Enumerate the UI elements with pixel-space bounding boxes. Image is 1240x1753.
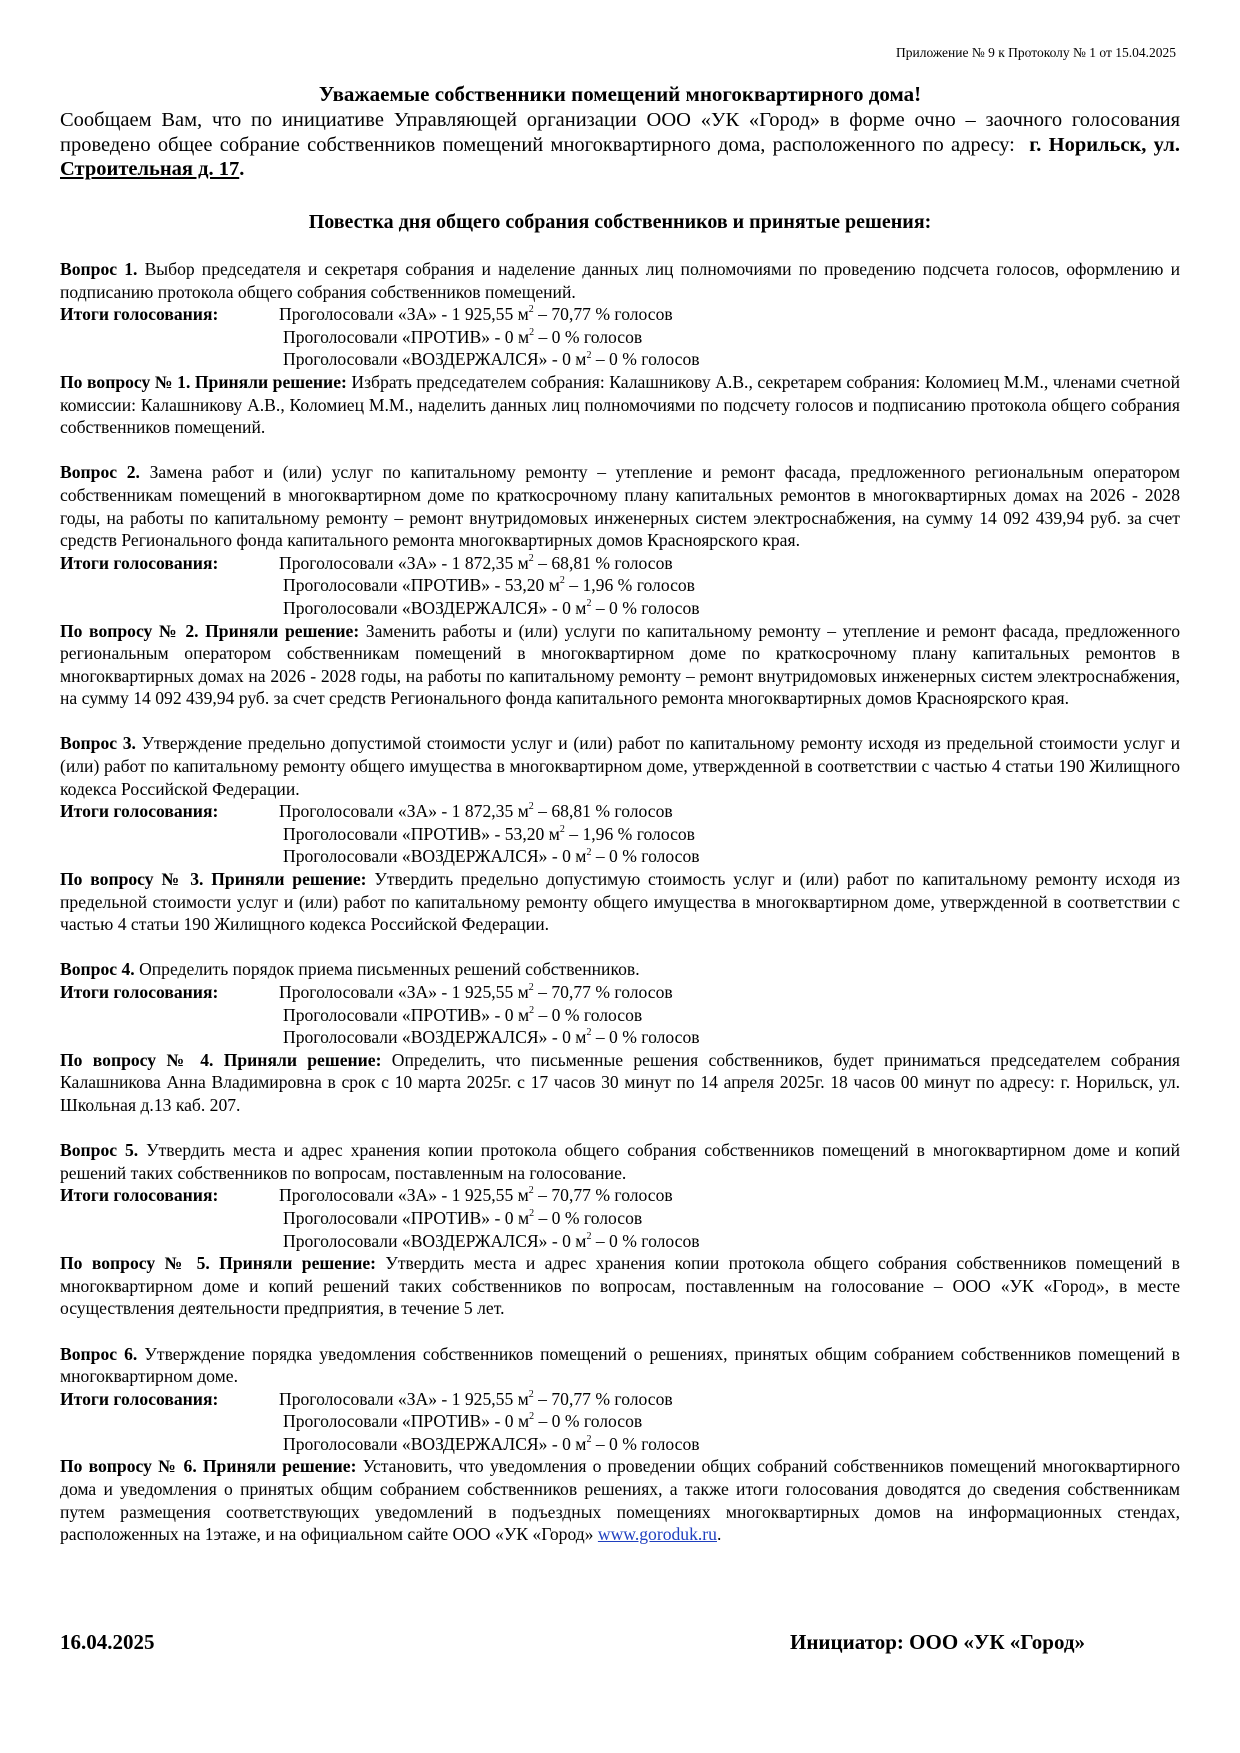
- vote-lines: [279, 303, 1180, 371]
- voting-results-label: Итоги голосования:: [60, 552, 219, 573]
- unit-superscript: 2: [559, 575, 565, 587]
- decision-paragraph: [60, 1455, 1180, 1545]
- voting-results: [60, 981, 1180, 1049]
- unit-superscript: 2: [559, 823, 565, 835]
- voting-results-label: Итоги голосования:: [60, 1388, 219, 1409]
- vote-text: Проголосовали «ЗА» - 1 925,55 м: [279, 1388, 529, 1409]
- question-paragraph: [60, 958, 1180, 981]
- unit-superscript: 2: [528, 1388, 534, 1400]
- unit-superscript: 2: [529, 1004, 535, 1016]
- vote-text: Проголосовали «ВОЗДЕРЖАЛСЯ» - 0 м: [283, 349, 587, 370]
- unit-superscript: 2: [586, 846, 592, 858]
- vote-text: Проголосовали «ЗА» - 1 872,35 м: [279, 801, 529, 822]
- vote-line: [279, 1433, 1180, 1456]
- vote-line: [279, 1230, 1180, 1253]
- question-label: Вопрос 1.: [60, 259, 138, 279]
- question-paragraph: [60, 461, 1180, 551]
- question-text: Замена работ и (или) услуг по капитальному ремонту – утепление и ремонт фасада, предложенного региональным оператором собственникам помещений в многоквартирном доме по краткосрочному плану капитальных ремонтов в многоквартирных домах на 2026 - 2028 годы, на работы по капитальному ремонту – ремонт внутридомовых инженерных систем электроснабжения, на сумму 14 092 439,94 руб. за счет средств Регионального фонда капитального ремонта многоквартирных домов Красноярского края.: [60, 462, 1181, 551]
- question-label: Вопрос 6.: [60, 1343, 138, 1364]
- question-paragraph: [60, 732, 1180, 800]
- vote-line: [279, 1026, 1180, 1049]
- vote-line: [279, 326, 1180, 349]
- voting-results-label: Итоги голосования:: [60, 982, 219, 1002]
- vote-result: – 70,77 % голосов: [533, 304, 673, 325]
- vote-result: – 70,77 % голосов: [533, 1185, 673, 1206]
- question-block: [60, 958, 1180, 1116]
- decision-text: Заменить работы и (или) услуги по капитальному ремонту – утепление и ремонт фасада, предложенного региональным оператором собственникам помещений в многоквартирном доме по краткосрочному плану капитальных ремонтов в многоквартирных домах на 2026 - 2028 годы, на работы по капитальному ремонту – ремонт внутридомовых инженерных систем электроснабжения, на сумму 14 092 439,94 руб. за счет средств Регионального фонда капитального ремонта многоквартирных домов Красноярского края.: [60, 620, 1180, 709]
- voting-results: [60, 1184, 1180, 1252]
- vote-result: – 68,81 % голосов: [533, 552, 673, 573]
- question-label: Вопрос 2.: [60, 462, 140, 483]
- document-title: Уважаемые собственники помещений многоквартирного дома!: [318, 82, 922, 106]
- voting-results-label: Итоги голосования:: [60, 801, 219, 822]
- decision-label: По вопросу № 3. Приняли решение:: [60, 869, 367, 890]
- vote-lines: [279, 552, 1180, 620]
- vote-result: – 70,77 % голосов: [533, 1388, 673, 1409]
- unit-superscript: 2: [529, 1411, 535, 1423]
- decision-label: По вопросу № 6. Приняли решение:: [60, 1456, 357, 1477]
- vote-line: [279, 574, 1180, 597]
- question-text: Выбор председателя и секретаря собрания и наделение данных лиц полномочиями по проведению подсчета голосов, оформлению и подписанию протокола общего собрания собственников помещений.: [60, 259, 1180, 302]
- vote-text: Проголосовали «ЗА» - 1 925,55 м: [279, 982, 529, 1002]
- vote-text: Проголосовали «ВОЗДЕРЖАЛСЯ» - 0 м: [283, 1230, 587, 1251]
- question-block: [60, 1139, 1180, 1320]
- voting-results: [60, 1388, 1180, 1456]
- vote-text: Проголосовали «ВОЗДЕРЖАЛСЯ» - 0 м: [283, 1433, 587, 1454]
- decision-label: По вопросу № 2. Приняли решение:: [60, 620, 360, 641]
- vote-line: [279, 552, 1180, 575]
- intro-paragraph: [60, 108, 1180, 182]
- vote-result: – 0 % голосов: [534, 326, 643, 347]
- unit-superscript: 2: [528, 304, 534, 316]
- vote-text: Проголосовали «ВОЗДЕРЖАЛСЯ» - 0 м: [283, 597, 587, 618]
- decision-text: Утвердить места и адрес хранения копии протокола общего собрания собственников помещений в многоквартирном доме и копий решений таких собственников по вопросам, поставленным на голосование – ООО «УК «Город», в месте осуществления деятельности предприятия, в течение 5 лет.: [60, 1253, 1180, 1319]
- vote-line: [279, 1388, 1180, 1411]
- vote-text: Проголосовали «ПРОТИВ» - 0 м: [283, 1004, 530, 1025]
- decision-label: По вопросу № 5. Приняли решение:: [60, 1253, 376, 1274]
- vote-result: – 1,96 % голосов: [564, 575, 695, 596]
- vote-text: Проголосовали «ВОЗДЕРЖАЛСЯ» - 0 м: [283, 1027, 587, 1048]
- vote-line: [279, 823, 1180, 846]
- vote-result: – 0 % голосов: [591, 1433, 700, 1454]
- decision-paragraph: [60, 868, 1180, 936]
- unit-superscript: 2: [586, 598, 592, 610]
- address-street: Строительная д. 17: [60, 158, 240, 180]
- vote-line: [279, 303, 1180, 326]
- unit-superscript: 2: [586, 349, 592, 361]
- vote-lines: [279, 800, 1180, 868]
- question-block: [60, 461, 1180, 710]
- vote-line: [279, 1004, 1180, 1027]
- vote-result: – 0 % голосов: [591, 1027, 700, 1048]
- unit-superscript: 2: [529, 1208, 535, 1220]
- vote-result: – 0 % голосов: [591, 597, 700, 618]
- question-block: [60, 732, 1180, 935]
- address-end: .: [239, 158, 245, 180]
- question-paragraph: [60, 1343, 1180, 1388]
- unit-superscript: 2: [528, 1185, 534, 1197]
- vote-result: – 70,77 % голосов: [533, 982, 673, 1002]
- vote-text: Проголосовали «ЗА» - 1 925,55 м: [279, 1185, 529, 1206]
- decision-label: По вопросу № 4. Приняли решение:: [60, 1049, 382, 1070]
- vote-line: [279, 845, 1180, 868]
- unit-superscript: 2: [586, 1434, 592, 1446]
- decision-text: Утвердить предельно допустимую стоимость услуг и (или) работ по капитальному ремонту исходя из предельной стоимости услуг и (или) работ по капитальному ремонту общего имущества в многоквартирном доме, утвержденной в соответствии с частью 4 статьи 190 Жилищного кодекса Российской Федерации.: [60, 869, 1180, 935]
- vote-text: Проголосовали «ВОЗДЕРЖАЛСЯ» - 0 м: [283, 846, 587, 867]
- decision-text: Определить, что письменные решения собственников, будет приниматься председателем собрания Калашникова Анна Владимировна в срок с 10 марта 2025г. с 17 часов 30 минут по 14 апреля 2025г. 18 часов 00 минут по адресу: г. Норильск, ул. Школьная д.13 каб. 207.: [60, 1049, 1181, 1115]
- question-block: [60, 1343, 1180, 1546]
- footer-initiator: Инициатор: ООО «УК «Город»: [790, 1630, 1086, 1654]
- question-text: Определить порядок приема письменных решений собственников.: [139, 959, 640, 980]
- vote-text: Проголосовали «ПРОТИВ» - 0 м: [283, 326, 530, 347]
- vote-result: – 0 % голосов: [591, 846, 700, 867]
- vote-result: – 0 % голосов: [534, 1411, 643, 1432]
- vote-result: – 68,81 % голосов: [533, 801, 673, 822]
- vote-lines: [279, 1388, 1180, 1456]
- question-paragraph: [60, 258, 1180, 303]
- intro-text: Сообщаем Вам, что по инициативе Управляющей организации ООО «УК «Город» в форме очно – заочного голосования проведено общее собрание собственников помещений многоквартирного дома, расположенного по адресу:: [60, 109, 1180, 156]
- decision-text: Установить, что уведомления о проведении общих собраний собственников помещений многоквартирного дома и уведомления о принятых общим собранием собственников решениях, а также итоги голосования доводятся до сведения собственникам путем размещения соответствующих уведомлений в подъездных помещениях многоквартирных домов на информационных стендах, расположенных на 1этаже, и на официальном сайте ООО «УК «Город»: [60, 1456, 1180, 1545]
- unit-superscript: 2: [586, 1230, 592, 1242]
- website-link[interactable]: www.goroduk.ru: [597, 1524, 717, 1545]
- vote-line: [279, 1207, 1180, 1230]
- vote-lines: [279, 981, 1180, 1049]
- vote-result: – 1,96 % голосов: [564, 823, 695, 844]
- vote-text: Проголосовали «ПРОТИВ» - 53,20 м: [283, 823, 560, 844]
- vote-line: [279, 1410, 1180, 1433]
- appendix-note: Приложение № 9 к Протоколу № 1 от 15.04.2025: [896, 45, 1176, 60]
- question-label: Вопрос 5.: [60, 1140, 139, 1161]
- decision-label: По вопросу № 1. Приняли решение:: [60, 371, 347, 392]
- unit-superscript: 2: [528, 982, 534, 994]
- voting-results: [60, 552, 1180, 620]
- decision-paragraph: [60, 371, 1180, 439]
- voting-results-label: Итоги голосования:: [60, 304, 219, 325]
- voting-results-label: Итоги голосования:: [60, 1185, 219, 1206]
- address-city: г. Норильск, ул.: [1029, 133, 1181, 156]
- vote-line: [279, 597, 1180, 620]
- vote-text: Проголосовали «ПРОТИВ» - 53,20 м: [283, 575, 560, 596]
- vote-lines: [279, 1184, 1180, 1252]
- vote-line: [279, 981, 1180, 1004]
- decision-end: .: [716, 1524, 722, 1545]
- question-block: [60, 258, 1180, 439]
- vote-line: [279, 800, 1180, 823]
- decision-text: Избрать председателем собрания: Калашникову А.В., секретарем собрания: Коломиец М.М., членами счетной комиссии: Калашникову А.В., Коломиец М.М., наделить данных лиц полномочиями по подсчету голосов и подписанию протокола общего собрания собственников помещений.: [60, 371, 1180, 438]
- unit-superscript: 2: [528, 801, 534, 813]
- footer-date: 16.04.2025: [60, 1630, 155, 1654]
- voting-results: [60, 800, 1180, 868]
- voting-results: [60, 303, 1180, 371]
- question-text: Утверждение порядка уведомления собственников помещений о решениях, принятых общим собранием собственников помещений в многоквартирном доме.: [60, 1343, 1180, 1387]
- agenda-title: Повестка дня общего собрания собственников и принятые решения:: [308, 211, 932, 233]
- vote-line: [279, 1184, 1180, 1207]
- vote-line: [279, 348, 1180, 371]
- vote-text: Проголосовали «ЗА» - 1 925,55 м: [279, 304, 529, 325]
- question-label: Вопрос 4.: [60, 959, 135, 980]
- unit-superscript: 2: [529, 326, 535, 338]
- question-text: Утвердить места и адрес хранения копии протокола общего собрания собственников помещений в многоквартирном доме и копий решений таких собственников по вопросам, поставленным на голосование.: [60, 1140, 1180, 1183]
- questions-list: [60, 258, 1180, 1546]
- decision-paragraph: [60, 1252, 1180, 1320]
- question-paragraph: [60, 1139, 1180, 1184]
- vote-text: Проголосовали «ЗА» - 1 872,35 м: [279, 552, 529, 573]
- decision-paragraph: [60, 1049, 1180, 1117]
- vote-text: Проголосовали «ПРОТИВ» - 0 м: [283, 1411, 530, 1432]
- question-label: Вопрос 3.: [60, 733, 136, 754]
- unit-superscript: 2: [586, 1027, 592, 1039]
- question-text: Утверждение предельно допустимой стоимости услуг и (или) работ по капитальному ремонту исходя из предельной стоимости услуг и (или) работ по капитальному ремонту общего имущества в многоквартирном доме, утвержденной в соответствии с частью 4 статьи 190 Жилищного кодекса Российской Федерации.: [60, 733, 1181, 799]
- vote-result: – 0 % голосов: [591, 349, 700, 370]
- vote-result: – 0 % голосов: [591, 1230, 700, 1251]
- decision-paragraph: [60, 620, 1180, 710]
- vote-text: Проголосовали «ПРОТИВ» - 0 м: [283, 1207, 530, 1228]
- vote-result: – 0 % голосов: [534, 1207, 643, 1228]
- unit-superscript: 2: [528, 552, 534, 564]
- vote-result: – 0 % голосов: [534, 1004, 643, 1025]
